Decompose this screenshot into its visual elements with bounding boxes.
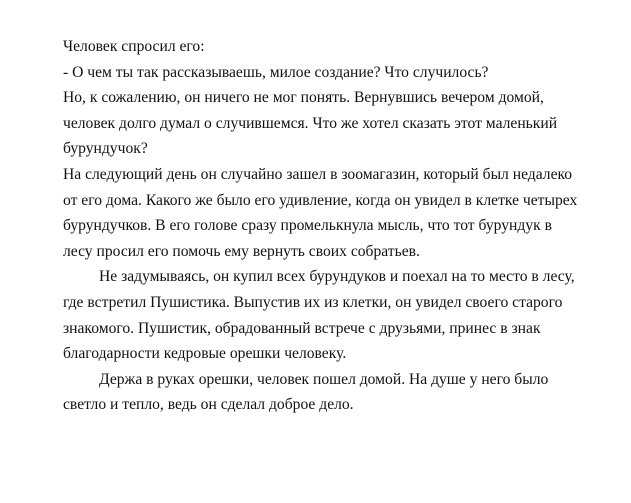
story-text — [63, 34, 608, 418]
text-line: лесу просил его помочь ему вернуть своих собратьев. — [63, 242, 420, 260]
text-line: Но, к сожалению, он ничего не мог понять. Вернувшись вечером домой, — [63, 89, 544, 107]
text-line: Не задумываясь, он купил всех бурундуков и поехал на то место в лесу, — [99, 268, 575, 286]
text-line: благодарности кедровые орешки человеку. — [63, 345, 347, 363]
text-line: Держа в руках орешки, человек пошел домой. На душе у него было — [99, 370, 549, 388]
text-line: Человек спросил его: — [63, 38, 205, 55]
text-line: - О чем ты так рассказываешь, милое создание? Что случилось? — [63, 63, 489, 81]
text-line: На следующий день он случайно зашел в зоомагазин, который был недалеко — [63, 165, 573, 183]
text-line: где встретил Пушистика. Выпустив их из клетки, он увидел своего старого — [63, 293, 563, 311]
text-line: человек долго думал о случившемся. Что же хотел сказать этот маленький — [63, 114, 558, 132]
text-line: бурундучков. В его голове сразу промелькнула мысль, что тот бурундук в — [63, 217, 552, 235]
text-line: бурундучок? — [63, 140, 148, 158]
text-line: от его дома. Какого же было его удивление, когда он увидел в клетке четырех — [63, 191, 578, 209]
text-line: светло и тепло, ведь он сделал доброе дело. — [63, 396, 354, 414]
text-line: знакомого. Пушистик, обрадованный встрече с друзьями, принес в знак — [63, 319, 541, 337]
